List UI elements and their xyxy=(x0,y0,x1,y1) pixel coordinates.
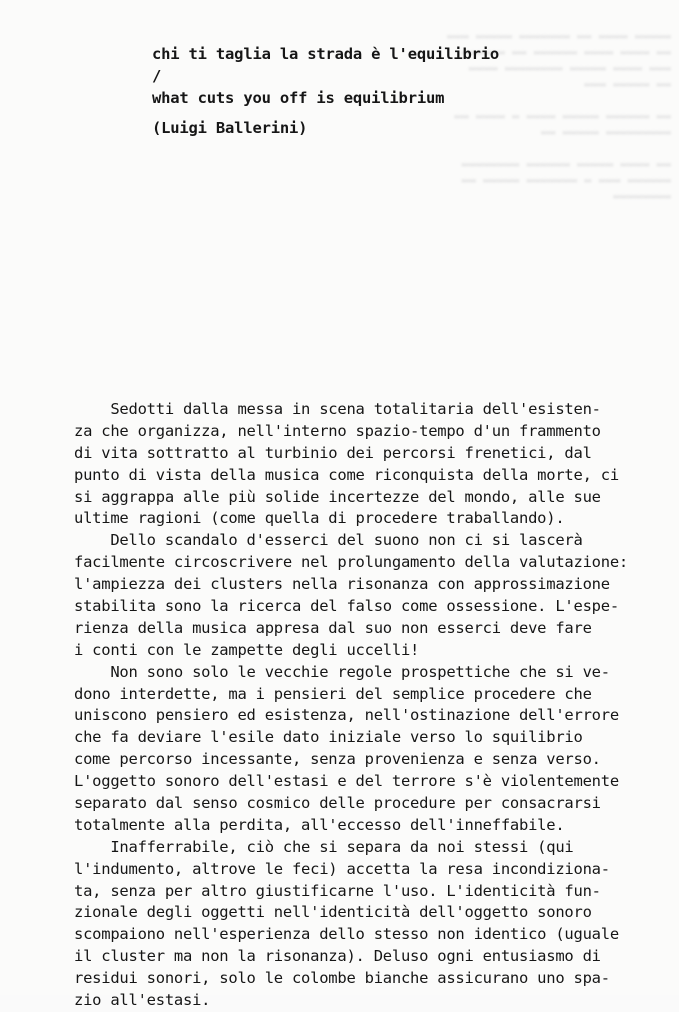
show-through-line: ▬▬▬▬ ▬▬▬▬▬▬▬▬ ▬▬▬▬▬ ▬▬▬▬ ▬▬▬ xyxy=(468,61,671,75)
text-line: rienza della musica appresa dal suo non esserci deve fare xyxy=(74,618,592,637)
show-through-line: ▬▬▬▬▬▬▬▬ ▬▬▬▬▬▬ ▬▬▬▬▬ ▬▬▬▬ ▬▬ xyxy=(461,157,671,171)
text-line: residui sonori, solo le colombe bianche assicurano uno spa- xyxy=(74,969,610,988)
text-line: Inafferrabile, ciò che si separa da noi stessi (qui xyxy=(74,837,574,856)
text-line: ultime ragioni (come quella di procedere traballando). xyxy=(74,509,565,528)
text-line: zio all'estasi. xyxy=(74,991,211,1010)
text-line: che fa deviare l'esile dato iniziale verso lo squilibrio xyxy=(74,728,583,747)
text-line: come percorso incessante, senza provenienza e senza verso. xyxy=(74,750,601,769)
text-line: totalmente alla perdita, all'eccesso dell'inneffabile. xyxy=(74,815,565,834)
text-line: Non sono solo le vecchie regole prospettiche che si ve- xyxy=(74,662,610,681)
text-line: za che organizza, nell'interno spazio-tempo d'un frammento xyxy=(74,421,601,440)
text-line: di vita sottratto al turbinio dei percorsi frenetici, dal xyxy=(74,443,592,462)
epigraph-author: (Luigi Ballerini) xyxy=(152,119,308,137)
text-line: ta, senza per altro giustificarne l'uso. L'identicità fun- xyxy=(74,881,601,900)
text-line: si aggrappa alle più solide incertezze del mondo, alle sue xyxy=(74,487,601,506)
text-line: zionale degli oggetti nell'identicità dell'oggetto sonoro xyxy=(74,903,592,922)
show-through-line: ▬▬ ▬▬▬▬▬ ▬▬▬▬▬▬▬ ▬ ▬▬▬ ▬▬▬▬▬▬ xyxy=(461,173,671,187)
text-line: facilmente circoscrivere nel prolungamento della valutazione: xyxy=(74,553,628,572)
text-line: punto di vista della musica come riconquista della morte, ci xyxy=(74,465,619,484)
show-through-line: ▬▬▬ ▬▬▬▬▬ ▬▬▬▬▬▬▬ ▬▬ ▬▬▬▬ ▬▬▬▬▬ xyxy=(447,29,671,43)
text-line: scompaiono nell'esperienza dello stesso non identico (uguale xyxy=(74,925,619,944)
epigraph xyxy=(152,42,499,140)
text-line: Dello scandalo d'esserci del suono non ci si lascerà xyxy=(74,531,583,550)
text-line: dono interdette, ma i pensieri del semplice procedere che xyxy=(74,684,592,703)
show-through-line: ▬▬▬▬▬▬ ▬▬ ▬▬▬▬▬▬ ▬▬▬▬ ▬▬▬▬ ▬▬ xyxy=(461,45,671,59)
show-through-line: ▬▬▬▬▬▬▬▬ xyxy=(613,189,671,203)
body-text xyxy=(74,399,654,1012)
show-through-line: ▬▬ ▬▬▬▬ ▬ ▬▬▬▬ ▬▬▬▬▬ ▬▬▬▬▬▬ ▬▬ xyxy=(454,109,671,123)
text-line: l'indumento, altrove le feci) accetta la resa incondiziona- xyxy=(74,859,610,878)
text-line: il cluster ma non la risonanza). Deluso ogni entusiasmo di xyxy=(74,947,601,966)
show-through-line xyxy=(371,140,671,156)
text-line: L'oggetto sonoro dell'estasi e del terrore s'è violentemente xyxy=(74,772,619,791)
text-line: stabilita sono la ricerca del falso come ossessione. L'espe- xyxy=(74,597,619,616)
show-through-line: ▬▬ ▬▬▬▬▬ ▬▬▬▬▬▬▬▬▬ xyxy=(540,125,671,139)
text-line: separato dal senso cosmico delle procedure per consacrarsi xyxy=(74,794,601,813)
epigraph-separator: / xyxy=(152,67,162,85)
text-line: i conti con le zampette degli uccelli! xyxy=(74,640,420,659)
text-line: Sedotti dalla messa in scena totalitaria dell'esisten- xyxy=(74,400,601,418)
show-through-line: ▬▬▬ ▬▬▬▬▬ ▬▬ xyxy=(584,77,671,91)
text-line: l'ampiezza dei clusters nella risonanza con approssimazione xyxy=(74,575,610,594)
text-line: uniscono pensiero ed esistenza, nell'ostinazione dell'errore xyxy=(74,706,619,725)
epigraph-english: what cuts you off is equilibrium xyxy=(152,89,445,107)
epigraph-italian: chi ti taglia la strada è l'equilibrio xyxy=(152,45,500,63)
